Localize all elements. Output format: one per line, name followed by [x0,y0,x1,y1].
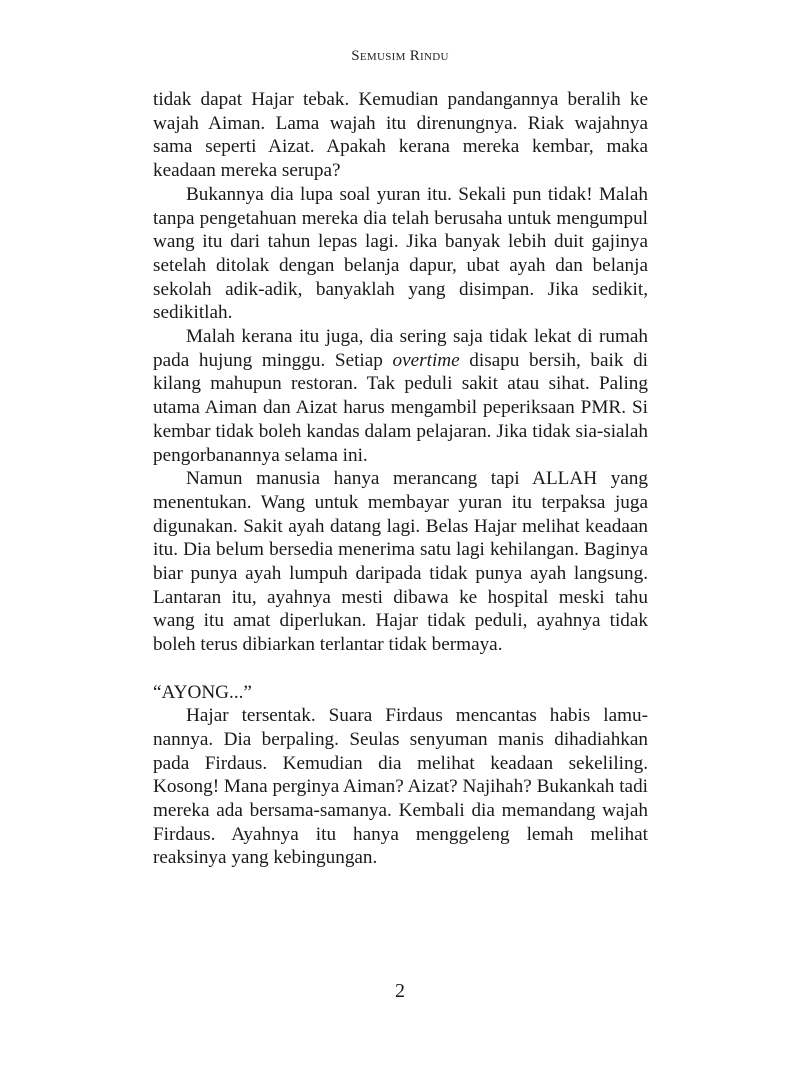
running-header-title: Semusim Rindu [351,48,449,64]
paragraph: Hajar tersentak. Suara Firdaus mencantas habis lamunannya. Dia berpaling. Seulas senyuman manis dihadiahkan pada Firdaus. Kemudian dia melihat keadaan sekeliling. Kosong! Mana perginya Aiman? Aizat? Najihah? Bukankah tadi mereka ada bersama-samanya. Kembali dia memandang wajah Firdaus. Ayahnya itu hanya menggeleng lemah melihat reaksinya yang kebingungan. [153,705,648,869]
paragraph-text: disapu bersih, baik di kilang mahupun restoran. Tak peduli sakit atau sihat. Paling utama Aiman dan Aizat harus mengambil peperiksaan PMR. Si kembar tidak boleh kandas dalam pelajaran. Jika tidak sia-sialah pengorbanannya selama ini. [153,349,648,466]
body-text [153,88,648,870]
dialogue-line: “AYONG...” [153,681,252,703]
paragraph: tidak dapat Hajar tebak. Kemudian pandangannya beralih ke wajah Aiman. Lama wajah itu direnungnya. Riak wajahnya sama seperti Aizat. Apakah kerana mereka kembar, maka keadaan mereka serupa? [153,89,648,182]
paragraph [153,325,648,467]
paragraph-text: Malah kerana itu juga, dia sering saja tidak lekat di rumah pada hujung minggu. Setiap [153,326,648,371]
paragraph: Namun manusia hanya merancang tapi ALLAH yang menentukan. Wang untuk membayar yuran itu terpaksa juga digunakan. Sakit ayah datang lagi. Belas Hajar melihat keadaan itu. Dia belum bersedia menerima satu lagi kehilangan. Baginya biar punya ayah lumpuh daripada tidak punya ayah langsung. Lantaran itu, ayahnya mesti dibawa ke hospital meski tahu wang itu amat diperlukan. Hajar tidak peduli, ayahnya tidak boleh terus dibiarkan terlantar tidak bermaya. [153,468,648,656]
italic-term: overtime [392,349,460,371]
page-number: 2 [395,980,405,1002]
scene-break [153,657,648,681]
paragraph: Bukannya dia lupa soal yuran itu. Sekali pun tidak! Malah tanpa pengetahuan mereka dia telah berusaha untuk mengumpul wang itu dari tahun lepas lagi. Jika banyak lebih duit gajinya setelah ditolak dengan belanja dapur, ubat ayah dan belanja sekolah adik-adik, banyaklah yang disimpan. Jika sedikit, sedikitlah. [153,183,648,324]
